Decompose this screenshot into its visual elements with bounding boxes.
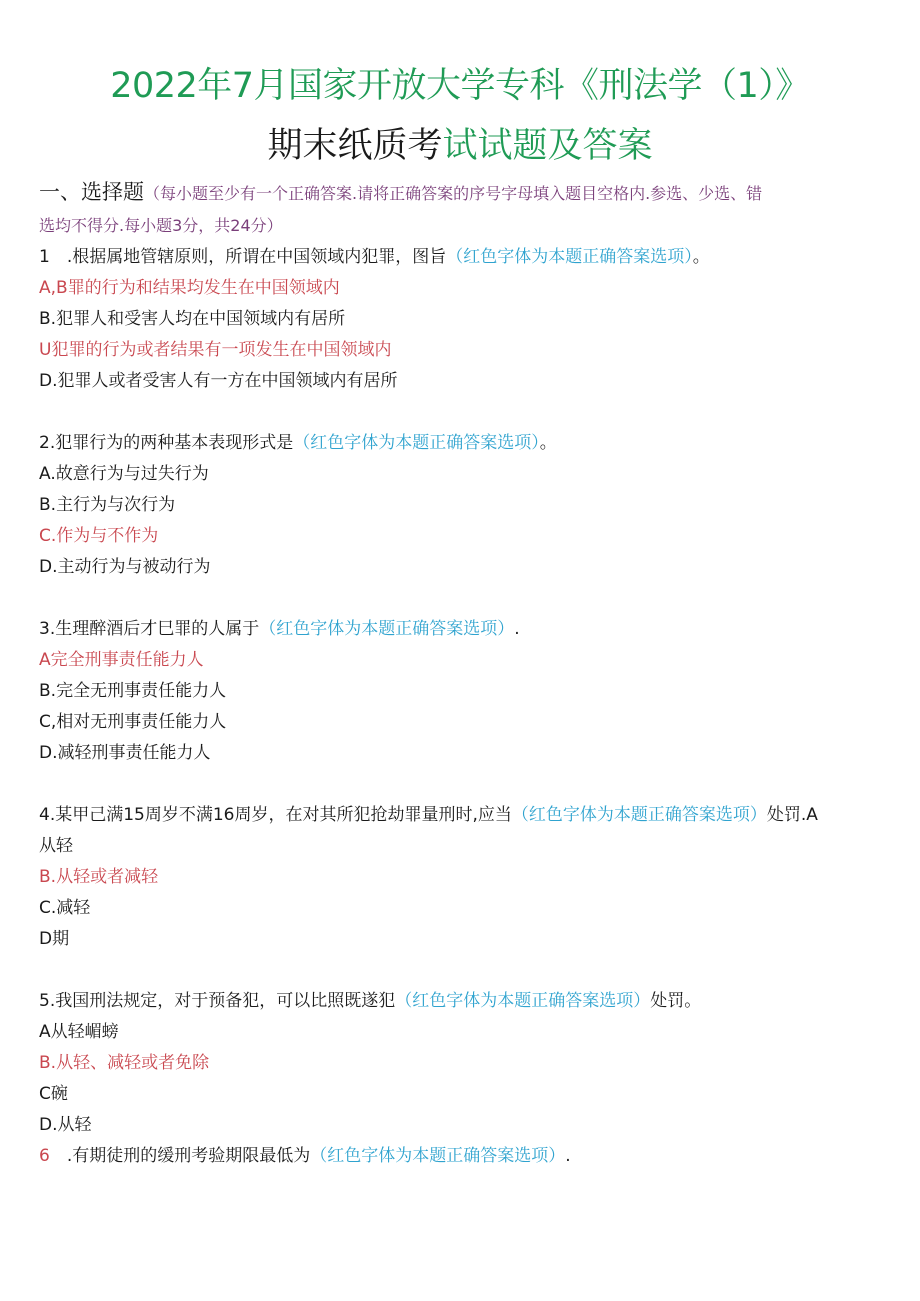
question-2-option-c: C.作为与不作为 xyxy=(39,526,159,546)
question-1-option-d: D.犯罪人或者受害人有一方在中国领域内有居所 xyxy=(39,371,398,391)
question-5-option-b: B.从轻、减轻或者免除 xyxy=(39,1053,210,1073)
section-note-line2: 选均不得分.每小题3分，共24分） xyxy=(39,216,283,235)
question-5-option-a: A从轻嵋螃 xyxy=(39,1022,119,1042)
question-4-option-d: D期 xyxy=(39,929,70,949)
question-stem-end: . xyxy=(514,619,520,639)
question-stem-end: 处罚。 xyxy=(650,991,702,1011)
answer-hint: （红色字体为本题正确答案选项） xyxy=(293,433,540,453)
question-4-option-b: B.从轻或者减轻 xyxy=(39,867,159,887)
question-stem-text: .有期徒刑的缓刑考验期限最低为 xyxy=(49,1146,311,1166)
question-1-stem xyxy=(39,242,889,273)
document-title-line1 xyxy=(0,58,920,108)
question-stem-end: 处罚.A xyxy=(766,805,818,825)
question-list xyxy=(39,242,889,1172)
title-line2-dark: 期末纸质考 xyxy=(267,126,443,166)
question-stem-end: 。 xyxy=(539,433,557,453)
spacer xyxy=(39,583,889,614)
question-1-option-c: U犯罪的行为或者结果有一项发生在中国领域内 xyxy=(39,340,392,360)
question-stem-end: 。 xyxy=(692,247,710,267)
spacer xyxy=(39,769,889,800)
question-6-stem xyxy=(39,1141,889,1172)
question-2-option-a: A.故意行为与过失行为 xyxy=(39,464,209,484)
answer-hint: （红色字体为本题正确答案选项） xyxy=(511,805,767,825)
question-1-option-b: B.犯罪人和受害人均在中国领域内有居所 xyxy=(39,309,346,329)
document-title-line2 xyxy=(0,118,920,168)
title-line1-text: 2022年7月国家开放大学专科《刑法学（1）》 xyxy=(110,66,810,106)
question-5-option-c: C碗 xyxy=(39,1084,68,1104)
question-stem-text: 1 .根据属地管辖原则，所谓在中国领域内犯罪，图旨 xyxy=(39,247,447,267)
section-header xyxy=(39,176,889,242)
question-stem-text: 2.犯罪行为的两种基本表现形式是 xyxy=(39,433,294,453)
spacer xyxy=(39,955,889,986)
answer-hint: （红色字体为本题正确答案选项） xyxy=(395,991,651,1011)
question-4-option-c: C.减轻 xyxy=(39,898,91,918)
question-2-stem xyxy=(39,428,889,459)
question-5-option-d: D.从轻 xyxy=(39,1115,92,1135)
question-stem-text: 4.某甲己满15周岁不满16周岁，在对其所犯抢劫罪量刑时,应当 xyxy=(39,805,512,825)
spacer xyxy=(39,397,889,428)
answer-hint: （红色字体为本题正确答案选项） xyxy=(310,1146,566,1166)
question-5-stem xyxy=(39,986,889,1017)
section-heading: 一、选择题 xyxy=(39,180,144,204)
question-2-option-d: D.主动行为与被动行为 xyxy=(39,557,211,577)
title-line2-green: 试试题及答案 xyxy=(442,126,653,166)
answer-hint: （红色字体为本题正确答案选项） xyxy=(446,247,693,267)
question-3-option-c: C,相对无刑事责任能力人 xyxy=(39,712,227,732)
answer-hint: （红色字体为本题正确答案选项） xyxy=(259,619,515,639)
question-3-option-b: B.完全无刑事责任能力人 xyxy=(39,681,227,701)
question-3-stem xyxy=(39,614,889,645)
question-1-option-a: A,B罪的行为和结果均发生在中国领域内 xyxy=(39,278,340,298)
question-2-option-b: B.主行为与次行为 xyxy=(39,495,176,515)
question-stem-text: 5.我国刑法规定，对于预备犯，可以比照既遂犯 xyxy=(39,991,396,1011)
question-3-option-d: D.减轻刑事责任能力人 xyxy=(39,743,211,763)
question-number: 6 xyxy=(39,1146,50,1166)
section-note-line1: （每小题至少有一个正确答案.请将正确答案的序号字母填入题目空格内.参选、少选、错 xyxy=(144,184,763,203)
question-3-option-a: A完全刑事责任能力人 xyxy=(39,650,204,670)
question-stem-text: 3.生理醉酒后才巳罪的人属于 xyxy=(39,619,260,639)
question-4-option-a: 从轻 xyxy=(39,836,73,856)
question-4-stem xyxy=(39,800,889,831)
question-stem-end: . xyxy=(565,1146,571,1166)
